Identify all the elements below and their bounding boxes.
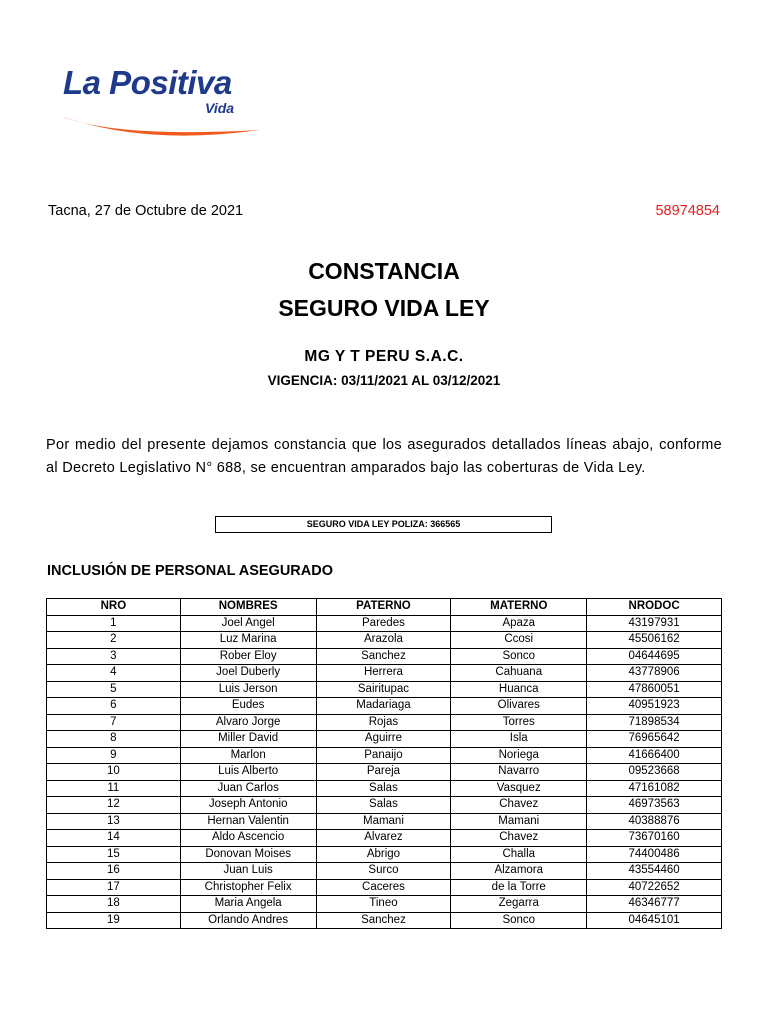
cell-nrodoc: 43197931	[587, 615, 722, 632]
cell-nro: 9	[47, 747, 181, 764]
table-row	[47, 764, 722, 781]
company-name: MG Y T PERU S.A.C.	[304, 348, 464, 365]
cell-nrodoc: 74400486	[587, 846, 722, 863]
cell-paterno: Tineo	[316, 896, 451, 913]
cell-paterno: Sairitupac	[316, 681, 451, 698]
cell-nro: 12	[47, 797, 181, 814]
table-row	[47, 731, 722, 748]
cell-materno: Chavez	[451, 830, 587, 847]
table-row	[47, 879, 722, 896]
cell-paterno: Herrera	[316, 665, 451, 682]
policy-box: SEGURO VIDA LEY POLIZA: 366565	[215, 516, 552, 533]
cell-nrodoc: 43778906	[587, 665, 722, 682]
cell-paterno: Paredes	[316, 615, 451, 632]
logo-subtitle: Vida	[205, 100, 235, 116]
cell-nro: 14	[47, 830, 181, 847]
cell-materno: Mamani	[451, 813, 587, 830]
cell-nrodoc: 04644695	[587, 648, 722, 665]
company-logo	[55, 58, 270, 148]
cell-materno: Noriega	[451, 747, 587, 764]
header-paterno: PATERNO	[316, 599, 451, 616]
cell-paterno: Alvarez	[316, 830, 451, 847]
cell-paterno: Caceres	[316, 879, 451, 896]
cell-paterno: Sanchez	[316, 648, 451, 665]
table-row	[47, 747, 722, 764]
cell-nrodoc: 45506162	[587, 632, 722, 649]
table-row	[47, 665, 722, 682]
cell-nombres: Joseph Antonio	[180, 797, 316, 814]
cell-materno: Apaza	[451, 615, 587, 632]
cell-materno: Navarro	[451, 764, 587, 781]
cell-nombres: Luis Alberto	[180, 764, 316, 781]
cell-materno: Isla	[451, 731, 587, 748]
document-title: CONSTANCIA	[308, 258, 460, 284]
cell-materno: Sonco	[451, 648, 587, 665]
cell-paterno: Surco	[316, 863, 451, 880]
cell-nro: 8	[47, 731, 181, 748]
cell-nro: 17	[47, 879, 181, 896]
cell-nombres: Luz Marina	[180, 632, 316, 649]
cell-nrodoc: 46973563	[587, 797, 722, 814]
cell-nrodoc: 47860051	[587, 681, 722, 698]
cell-paterno: Salas	[316, 797, 451, 814]
cell-materno: Chavez	[451, 797, 587, 814]
cell-nro: 6	[47, 698, 181, 715]
table-header-row	[47, 599, 722, 616]
cell-nrodoc: 47161082	[587, 780, 722, 797]
cell-nrodoc: 76965642	[587, 731, 722, 748]
cell-nro: 11	[47, 780, 181, 797]
document-number: 58974854	[655, 203, 720, 219]
cell-materno: Alzamora	[451, 863, 587, 880]
section-title: INCLUSIÓN DE PERSONAL ASEGURADO	[47, 563, 333, 579]
cell-nombres: Marlon	[180, 747, 316, 764]
cell-nombres: Donovan Moises	[180, 846, 316, 863]
cell-nrodoc: 71898534	[587, 714, 722, 731]
cell-nombres: Luis Jerson	[180, 681, 316, 698]
cell-nombres: Hernan Valentin	[180, 813, 316, 830]
cell-nrodoc: 40722652	[587, 879, 722, 896]
cell-paterno: Sanchez	[316, 912, 451, 929]
table-row	[47, 846, 722, 863]
table-row	[47, 797, 722, 814]
logo-title: La Positiva	[63, 64, 232, 101]
cell-nrodoc: 46346777	[587, 896, 722, 913]
cell-paterno: Aguirre	[316, 731, 451, 748]
cell-materno: Olivares	[451, 698, 587, 715]
cell-nro: 16	[47, 863, 181, 880]
cell-nro: 1	[47, 615, 181, 632]
cell-paterno: Abrigo	[316, 846, 451, 863]
cell-materno: Sonco	[451, 912, 587, 929]
header-nrodoc: NRODOC	[587, 599, 722, 616]
date-line: Tacna, 27 de Octubre de 2021	[48, 203, 244, 219]
cell-nro: 13	[47, 813, 181, 830]
cell-nrodoc: 73670160	[587, 830, 722, 847]
cell-nrodoc: 40388876	[587, 813, 722, 830]
table-row	[47, 912, 722, 929]
cell-paterno: Rojas	[316, 714, 451, 731]
cell-nro: 5	[47, 681, 181, 698]
cell-nro: 2	[47, 632, 181, 649]
cell-nrodoc: 09523668	[587, 764, 722, 781]
cell-paterno: Madariaga	[316, 698, 451, 715]
table-row	[47, 698, 722, 715]
cell-nombres: Aldo Ascencio	[180, 830, 316, 847]
cell-paterno: Salas	[316, 780, 451, 797]
cell-paterno: Mamani	[316, 813, 451, 830]
cell-materno: Torres	[451, 714, 587, 731]
cell-nrodoc: 43554460	[587, 863, 722, 880]
table-row	[47, 632, 722, 649]
cell-nombres: Maria Angela	[180, 896, 316, 913]
cell-nombres: Juan Carlos	[180, 780, 316, 797]
cell-materno: Ccosi	[451, 632, 587, 649]
cell-nro: 7	[47, 714, 181, 731]
cell-materno: Cahuana	[451, 665, 587, 682]
table-row	[47, 813, 722, 830]
cell-nro: 4	[47, 665, 181, 682]
header-nro: NRO	[47, 599, 181, 616]
cell-nombres: Miller David	[180, 731, 316, 748]
table-row	[47, 714, 722, 731]
cell-nombres: Juan Luis	[180, 863, 316, 880]
table-body	[47, 615, 722, 929]
insured-table	[46, 598, 722, 929]
cell-nombres: Orlando Andres	[180, 912, 316, 929]
cell-nombres: Joel Duberly	[180, 665, 316, 682]
cell-materno: Huanca	[451, 681, 587, 698]
table-row	[47, 896, 722, 913]
table-row	[47, 681, 722, 698]
cell-materno: Vasquez	[451, 780, 587, 797]
cell-paterno: Panaijo	[316, 747, 451, 764]
header-materno: MATERNO	[451, 599, 587, 616]
table-row	[47, 615, 722, 632]
cell-paterno: Pareja	[316, 764, 451, 781]
cell-nombres: Alvaro Jorge	[180, 714, 316, 731]
cell-paterno: Arazola	[316, 632, 451, 649]
cell-nro: 10	[47, 764, 181, 781]
validity-period: VIGENCIA: 03/11/2021 AL 03/12/2021	[267, 373, 501, 388]
cell-nrodoc: 40951923	[587, 698, 722, 715]
cell-nombres: Christopher Felix	[180, 879, 316, 896]
cell-nro: 3	[47, 648, 181, 665]
cell-materno: Challa	[451, 846, 587, 863]
table-row	[47, 648, 722, 665]
cell-nombres: Rober Eloy	[180, 648, 316, 665]
cell-materno: de la Torre	[451, 879, 587, 896]
cell-nro: 15	[47, 846, 181, 863]
document-subtitle: SEGURO VIDA LEY	[278, 295, 490, 321]
cell-nro: 19	[47, 912, 181, 929]
cell-materno: Zegarra	[451, 896, 587, 913]
cell-nrodoc: 04645101	[587, 912, 722, 929]
table-row	[47, 780, 722, 797]
cell-nombres: Joel Angel	[180, 615, 316, 632]
table-row	[47, 830, 722, 847]
cell-nrodoc: 41666400	[587, 747, 722, 764]
table-row	[47, 863, 722, 880]
cell-nombres: Eudes	[180, 698, 316, 715]
body-paragraph: Por medio del presente dejamos constancia que los asegurados detallados líneas abajo, conforme al Decreto Legislativo N° 688, se encuentran amparados bajo las coberturas de Vida Ley.	[46, 437, 722, 476]
cell-nro: 18	[47, 896, 181, 913]
header-nombres: NOMBRES	[180, 599, 316, 616]
